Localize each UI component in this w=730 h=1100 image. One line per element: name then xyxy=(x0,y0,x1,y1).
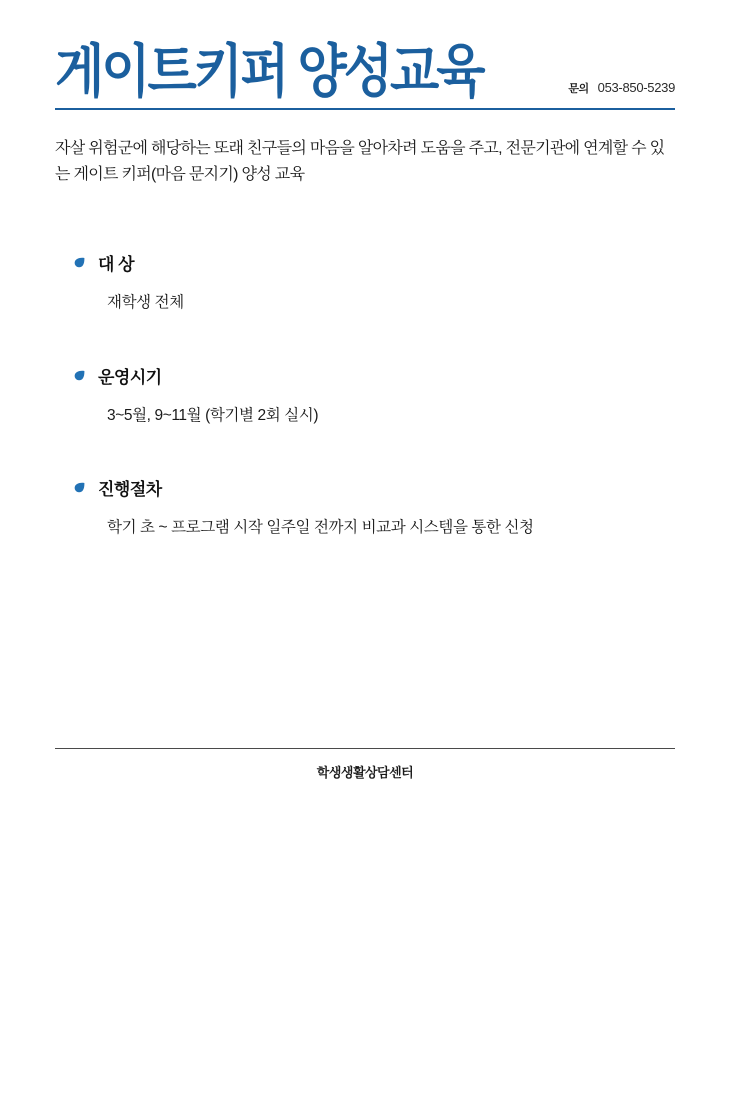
leaf-bullet-icon xyxy=(74,370,85,381)
section-title: 진행절차 xyxy=(98,479,162,499)
document-header xyxy=(55,39,675,110)
leaf-bullet-icon xyxy=(74,257,85,268)
section-header xyxy=(55,475,675,500)
section-body: 재학생 전체 xyxy=(107,294,184,312)
footer-organization: 학생생활상담센터 xyxy=(316,765,414,780)
section-title: 운영시기 xyxy=(98,367,162,387)
contact-phone-number: 053-850-5239 xyxy=(597,79,675,95)
section-header xyxy=(55,363,675,388)
contact-info xyxy=(568,80,675,102)
section-target xyxy=(55,250,675,314)
section-list xyxy=(55,250,675,539)
section-procedure xyxy=(55,475,675,539)
document-footer xyxy=(55,748,675,781)
page-title: 게이트키퍼 양성교육 xyxy=(55,39,483,104)
contact-label: 문의 xyxy=(568,82,589,95)
section-body: 학기 초 ~ 프로그램 시작 일주일 전까지 비교과 시스템을 통한 신청 xyxy=(107,518,534,536)
intro-paragraph: 자살 위험군에 해당하는 또래 친구들의 마음을 알아차려 도움을 주고, 전문기관에 연계할 수 있는 게이트 키퍼(마음 문지기) 양성 교육 xyxy=(55,139,665,183)
section-schedule xyxy=(55,363,675,427)
leaf-bullet-icon xyxy=(74,482,85,493)
section-title: 대 상 xyxy=(98,255,135,275)
section-header xyxy=(55,250,675,275)
footer-divider xyxy=(55,748,675,749)
section-body: 3~5월, 9~11월 (학기별 2회 실시) xyxy=(107,406,319,424)
